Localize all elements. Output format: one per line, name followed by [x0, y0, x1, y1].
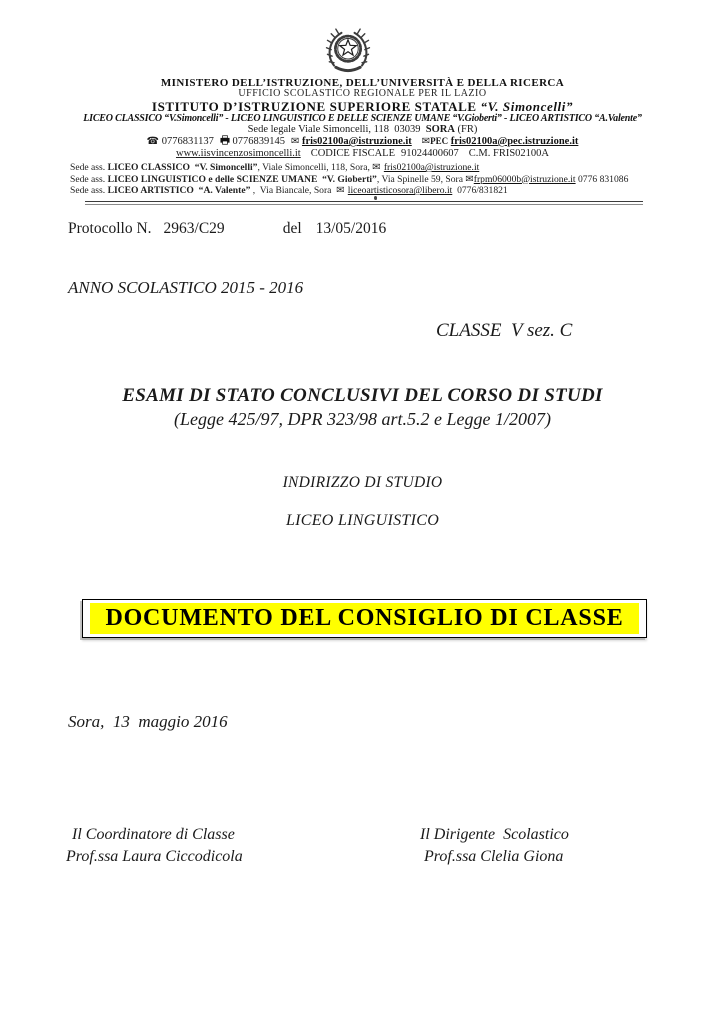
branch-address: , Via Biancale, Sora [250, 185, 337, 196]
fiscal-code: 91024400607 [401, 148, 459, 159]
branch-name: LICEO ARTISTICO “A. Valente” [107, 185, 251, 196]
letterhead-divider [85, 201, 643, 205]
branch-email-link[interactable]: liceoartisticosora@libero.it [347, 185, 453, 196]
pec-email-link[interactable]: fris02100a@pec.istruzione.it [450, 136, 579, 147]
branch-address: , Via Spinelle 59, Sora [376, 173, 466, 185]
branch-email-link[interactable]: fris02100a@istruzione.it [383, 162, 480, 173]
fiscal-label: CODICE FISCALE [310, 148, 396, 159]
envelope-icon: ✉ [372, 162, 384, 173]
study-course-label: INDIRIZZO DI STUDIO [282, 474, 443, 491]
fax-number: 0776839145 [232, 136, 285, 147]
exam-title: ESAMI DI STATO CONCLUSIVI DEL CORSO DI STUDI [122, 385, 603, 406]
branch-line-linguistico [70, 174, 628, 185]
pec-envelope-icon: ✉ [421, 136, 431, 147]
protocol-date: 13/05/2016 [315, 220, 387, 237]
envelope-icon: ✉ [465, 173, 474, 185]
document-title-box [82, 599, 647, 638]
phone-number: 0776831137 [161, 136, 214, 147]
protocol-del-label: del [282, 220, 302, 237]
principal-name: Prof.ssa Clelia Giona [424, 848, 564, 865]
school-year-line: ANNO SCOLASTICO 2015 - 2016 [68, 278, 304, 297]
address-suffix: (FR) [454, 124, 478, 135]
branch-line-classico [70, 162, 479, 173]
address-city: SORA [425, 124, 455, 135]
fax-icon [220, 135, 230, 145]
contact-line [0, 135, 725, 147]
branch-name: LICEO LINGUISTICO e delle SCIENZE UMANE “V. Gioberti” [107, 173, 377, 185]
scan-artifact-mark [374, 196, 377, 200]
website-link[interactable]: www.iisvincenzosimoncelli.it [175, 148, 301, 159]
pec-label: PEC [430, 136, 449, 146]
ministry-line: MINISTERO DELL’ISTRUZIONE, DELL’UNIVERSITÀ E DELLA RICERCA [160, 77, 565, 89]
branch-prefix: Sede ass. [70, 185, 108, 196]
branch-address: , Viale Simoncelli, 118, Sora, [257, 162, 373, 173]
institute-prefix: ISTITUTO D’ISTRUZIONE SUPERIORE STATALE [151, 99, 481, 114]
phone-icon: ☎ [146, 136, 160, 147]
branch-line-artistico [70, 185, 508, 196]
protocol-label: Protocollo N. [68, 220, 152, 237]
envelope-icon: ✉ [336, 185, 348, 196]
address-line [0, 124, 725, 135]
emblem-icon [320, 25, 376, 78]
place-date-line: Sora, 13 maggio 2016 [68, 712, 228, 731]
cm-code: FRIS02100A [492, 148, 549, 159]
regional-office-line: UFFICIO SCOLASTICO REGIONALE PER IL LAZIO [238, 88, 487, 99]
exam-subtitle: (Legge 425/97, DPR 323/98 art.5.2 e Legge 1/2007) [174, 409, 551, 429]
branch-phone: 0776 831086 [575, 173, 629, 185]
web-fiscal-line [0, 148, 725, 159]
coordinator-name: Prof.ssa Laura Ciccodicola [66, 848, 243, 865]
branch-phone: 0776/831821 [452, 185, 508, 196]
institute-name: “V. Simoncelli” [480, 99, 574, 114]
principal-role: Il Dirigente Scolastico [420, 826, 569, 843]
branch-prefix: Sede ass. [70, 162, 108, 173]
schools-line: LICEO CLASSICO “V.Simoncelli” - LICEO LINGUISTICO E DELLE SCIENZE UMANE “V.Gioberti” - LICEO ARTISTICO “A.Valente” [83, 113, 642, 124]
envelope-icon: ✉ [290, 136, 300, 147]
protocol-number: 2963/C29 [163, 220, 225, 237]
study-course-value: LICEO LINGUISTICO [285, 512, 440, 529]
document-title: DOCUMENTO DEL CONSIGLIO DI CLASSE [90, 603, 639, 634]
protocol-line [68, 220, 386, 238]
address-prefix: Sede legale Viale Simoncelli, 118 03039 [247, 124, 426, 135]
cm-label: C.M. [468, 148, 491, 159]
coordinator-role: Il Coordinatore di Classe [72, 826, 235, 843]
italian-republic-emblem [320, 25, 376, 78]
branch-email-link[interactable]: frpm06000b@istruzione.it [473, 173, 576, 185]
branch-name: LICEO CLASSICO “V. Simoncelli” [107, 162, 258, 173]
class-section-line: CLASSE V sez. C [436, 320, 573, 341]
email-link[interactable]: fris02100a@istruzione.it [301, 136, 412, 147]
branch-prefix: Sede ass. [70, 173, 108, 185]
